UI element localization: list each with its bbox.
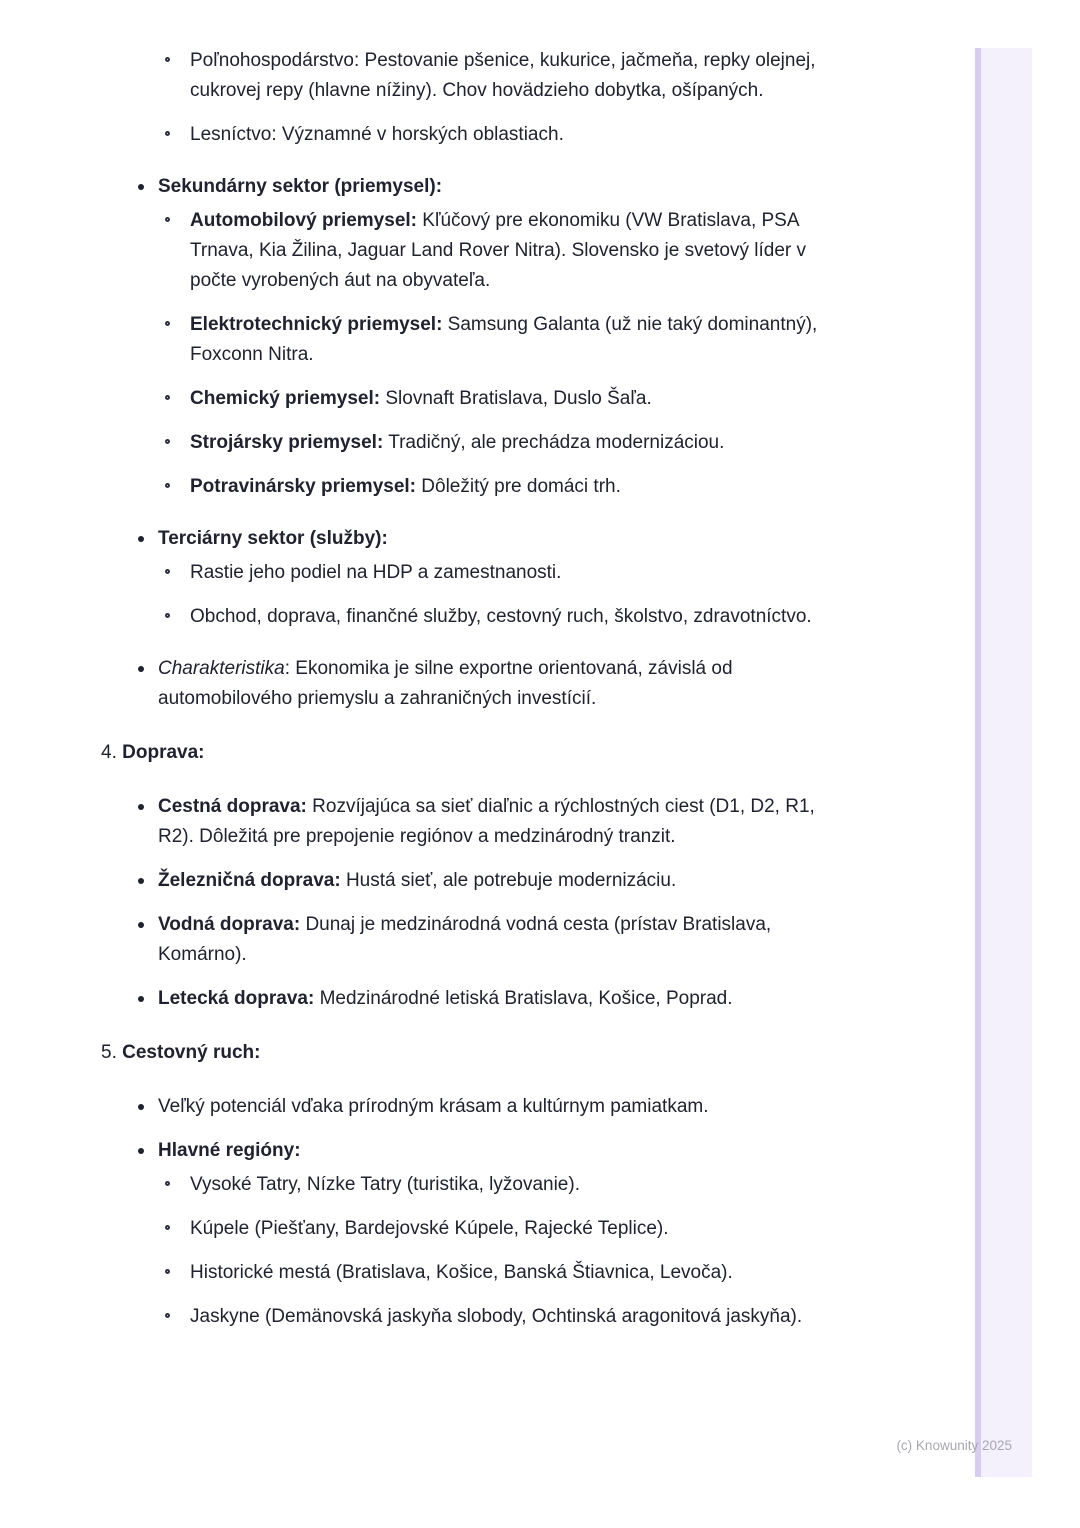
disc-bullet-icon bbox=[138, 1104, 144, 1110]
section-title: Cestovný ruch: bbox=[122, 1042, 261, 1063]
item-desc: : Ekonomika je silne exportne orientovaná, závislá od automobilového priemyslu a zahraničných investícií. bbox=[158, 658, 733, 709]
item-desc: Hustá sieť, ale potrebuje modernizáciu. bbox=[340, 870, 677, 891]
item-desc: Kľúčový pre ekonomiku (VW Bratislava, PSA Trnava, Kia Žilina, Jaguar Land Rover Nitra). Slovensko je svetový líder v počte vyrobených áut na obyvateľa. bbox=[190, 210, 807, 291]
item-desc: Samsung Galanta (už nie taký dominantný), Foxconn Nitra. bbox=[190, 314, 818, 365]
item-term: Chemický priemysel: bbox=[190, 388, 381, 409]
disc-bullet-icon bbox=[138, 996, 144, 1002]
section-number: 4. bbox=[101, 742, 117, 763]
list-item-historic-towns bbox=[0, 1258, 825, 1288]
item-desc: Dôležitý pre domáci trh. bbox=[416, 476, 621, 497]
list-item-text: Rastie jeho podiel na HDP a zamestnanosti. bbox=[190, 562, 562, 583]
circle-bullet-icon bbox=[165, 613, 170, 618]
section-title: Doprava: bbox=[122, 742, 205, 763]
list-item-rail-transport bbox=[0, 866, 843, 896]
list-item-text: Jaskyne (Demänovská jaskyňa slobody, Ochtinská aragonitová jaskyňa). bbox=[190, 1306, 803, 1327]
list-item-text bbox=[158, 658, 733, 709]
list-item-spas bbox=[0, 1214, 825, 1244]
list-heading-text: Terciárny sektor (služby): bbox=[158, 528, 388, 549]
list-item-text: Lesníctvo: Významné v horských oblastiach. bbox=[190, 124, 564, 145]
item-desc: Dunaj je medzinárodná vodná cesta (prístav Bratislava, Komárno). bbox=[158, 914, 772, 965]
list-item-machinery bbox=[0, 428, 825, 458]
item-term: Cestná doprava: bbox=[158, 796, 307, 817]
list-heading-text: Sekundárny sektor (priemysel): bbox=[158, 176, 443, 197]
list-item-text bbox=[190, 476, 621, 497]
circle-bullet-icon bbox=[165, 1181, 170, 1186]
section-heading-tourism bbox=[0, 1038, 260, 1068]
list-item-caves bbox=[0, 1302, 825, 1332]
item-desc: Slovnaft Bratislava, Duslo Šaľa. bbox=[380, 388, 652, 409]
circle-bullet-icon bbox=[165, 569, 170, 574]
disc-bullet-icon bbox=[138, 184, 144, 190]
list-item-agriculture bbox=[0, 46, 825, 106]
circle-bullet-icon bbox=[165, 57, 170, 62]
list-item-air-transport bbox=[0, 984, 843, 1014]
circle-bullet-icon bbox=[165, 395, 170, 400]
page-edge-accent bbox=[975, 48, 1032, 1477]
list-item-text: Poľnohospodárstvo: Pestovanie pšenice, kukurice, jačmeňa, repky olejnej, cukrovej repy (hlavne nížiny). Chov hovädzieho dobytka, ošípaných. bbox=[190, 50, 816, 101]
circle-bullet-icon bbox=[165, 1269, 170, 1274]
list-item-text bbox=[190, 210, 806, 291]
list-item-forestry bbox=[0, 120, 825, 150]
item-term: Elektrotechnický priemysel: bbox=[190, 314, 443, 335]
item-desc: Tradičný, ale prechádza modernizáciou. bbox=[383, 432, 725, 453]
disc-bullet-icon bbox=[138, 666, 144, 672]
circle-bullet-icon bbox=[165, 321, 170, 326]
list-item-chemical bbox=[0, 384, 825, 414]
item-desc: Medzinárodné letiská Bratislava, Košice, Poprad. bbox=[314, 988, 733, 1009]
circle-bullet-icon bbox=[165, 131, 170, 136]
list-item-text bbox=[190, 314, 817, 365]
item-term: Strojársky priemysel: bbox=[190, 432, 384, 453]
circle-bullet-icon bbox=[165, 483, 170, 488]
list-item-tourism-potential bbox=[0, 1092, 843, 1122]
list-heading-main-regions bbox=[0, 1136, 843, 1166]
item-term: Potravinársky priemysel: bbox=[190, 476, 417, 497]
list-item-text bbox=[190, 432, 724, 453]
disc-bullet-icon bbox=[138, 804, 144, 810]
list-item-text bbox=[158, 796, 815, 847]
list-item-text bbox=[158, 988, 733, 1009]
list-item-gdp-share bbox=[0, 558, 825, 588]
circle-bullet-icon bbox=[165, 1225, 170, 1230]
list-item-text bbox=[158, 870, 676, 891]
item-term-italic: Charakteristika bbox=[158, 658, 285, 679]
list-item-text bbox=[190, 388, 652, 409]
disc-bullet-icon bbox=[138, 536, 144, 542]
item-term: Letecká doprava: bbox=[158, 988, 315, 1009]
list-item-text: Historické mestá (Bratislava, Košice, Banská Štiavnica, Levoča). bbox=[190, 1262, 733, 1283]
list-heading-secondary-sector bbox=[0, 172, 843, 202]
list-heading-text: Hlavné regióny: bbox=[158, 1140, 301, 1161]
copyright-watermark: (c) Knowunity 2025 bbox=[896, 1438, 1012, 1453]
list-item-tatry bbox=[0, 1170, 825, 1200]
list-item-text: Obchod, doprava, finančné služby, cestovný ruch, školstvo, zdravotníctvo. bbox=[190, 606, 812, 627]
list-heading-tertiary-sector bbox=[0, 524, 843, 554]
item-desc: Rozvíjajúca sa sieť diaľnic a rýchlostných ciest (D1, D2, R1, R2). Dôležitá pre prepojenie regiónov a medzinárodný tranzit. bbox=[158, 796, 815, 847]
list-item-water-transport bbox=[0, 910, 843, 970]
list-item-automotive bbox=[0, 206, 825, 296]
item-term: Automobilový priemysel: bbox=[190, 210, 417, 231]
list-item-text: Veľký potenciál vďaka prírodným krásam a kultúrnym pamiatkam. bbox=[158, 1096, 709, 1117]
disc-bullet-icon bbox=[138, 878, 144, 884]
circle-bullet-icon bbox=[165, 1313, 170, 1318]
list-item-characteristics bbox=[0, 654, 843, 714]
section-heading-transport bbox=[0, 738, 205, 768]
list-item-electrotechnical bbox=[0, 310, 825, 370]
section-number: 5. bbox=[101, 1042, 117, 1063]
circle-bullet-icon bbox=[165, 217, 170, 222]
disc-bullet-icon bbox=[138, 922, 144, 928]
list-item-services bbox=[0, 602, 825, 632]
circle-bullet-icon bbox=[165, 439, 170, 444]
list-item-text: Vysoké Tatry, Nízke Tatry (turistika, lyžovanie). bbox=[190, 1174, 580, 1195]
disc-bullet-icon bbox=[138, 1148, 144, 1154]
list-item-text bbox=[158, 914, 771, 965]
item-term: Vodná doprava: bbox=[158, 914, 301, 935]
list-item-road-transport bbox=[0, 792, 843, 852]
list-item-food-industry bbox=[0, 472, 825, 502]
list-item-text: Kúpele (Piešťany, Bardejovské Kúpele, Rajecké Teplice). bbox=[190, 1218, 669, 1239]
item-term: Železničná doprava: bbox=[158, 870, 341, 891]
